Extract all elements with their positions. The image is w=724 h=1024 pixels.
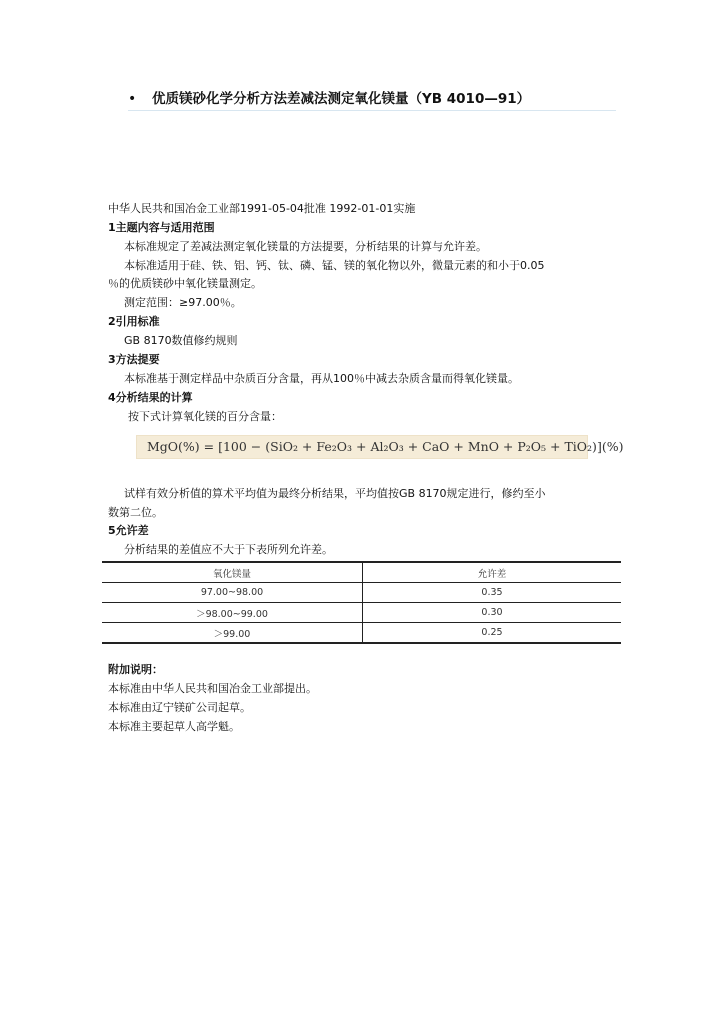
section-1-paragraph-3: 测定范围：≥97.00％。	[124, 296, 242, 309]
approval-line: 中华人民共和国冶金工业部1991-05-04批准 1992-01-01实施	[108, 202, 416, 215]
appendix-heading: 附加说明：	[108, 663, 163, 676]
table-cell: ＞98.00~99.00	[102, 603, 363, 623]
formula-text: MgO(%) = [100 − (SiO₂ + Fe₂O₃ + Al₂O₃ + CaO + MnO + P₂O₅ + TiO₂)](%)	[147, 439, 624, 454]
appendix-line-2: 本标准由辽宁镁矿公司起草。	[108, 701, 251, 714]
section-1-paragraph-2-line-2: ％的优质镁砂中氧化镁量测定。	[108, 277, 262, 290]
section-5-paragraph-1: 分析结果的差值应不大于下表所列允许差。	[124, 543, 333, 556]
table-cell: ＞99.00	[102, 623, 363, 644]
table-row	[102, 603, 621, 623]
table-cell: 97.00~98.00	[102, 583, 363, 603]
page-title: 优质镁砂化学分析方法差减法测定氧化镁量（YB 4010—91）	[152, 91, 531, 107]
section-4-paragraph-2-line-1: 试样有效分析值的算术平均值为最终分析结果，平均值按GB 8170规定进行，修约至小	[124, 487, 546, 500]
formula-image	[136, 435, 624, 459]
section-4-heading: 4分析结果的计算	[108, 391, 193, 404]
section-1-paragraph-1: 本标准规定了差减法测定氧化镁量的方法提要，分析结果的计算与允许差。	[124, 240, 487, 253]
title-row	[128, 88, 616, 111]
section-4-paragraph-1: 按下式计算氧化镁的百分含量：	[128, 410, 282, 423]
tolerance-table	[102, 561, 621, 644]
section-2-heading: 2引用标准	[108, 315, 160, 328]
section-3-heading: 3方法提要	[108, 353, 160, 366]
section-1-paragraph-2-line-1: 本标准适用于硅、铁、铝、钙、钛、磷、锰、镁的氧化物以外，微量元素的和小于0.05	[124, 259, 545, 272]
table-row	[102, 583, 621, 603]
table-header-row	[102, 562, 621, 583]
section-3-paragraph-1: 本标准基于测定样品中杂质百分含量，再从100％中减去杂质含量而得氧化镁量。	[124, 372, 519, 385]
section-2-paragraph-1: GB 8170数值修约规则	[124, 334, 238, 347]
table-header-cell: 允许差	[363, 562, 622, 583]
table-cell: 0.30	[363, 603, 622, 623]
section-1-heading: 1主题内容与适用范围	[108, 221, 215, 234]
appendix-line-3: 本标准主要起草人高学魁。	[108, 720, 240, 733]
section-5-heading: 5允许差	[108, 524, 149, 537]
bullet-icon: •	[128, 91, 137, 107]
appendix-line-1: 本标准由中华人民共和国冶金工业部提出。	[108, 682, 317, 695]
table-row	[102, 623, 621, 644]
table-cell: 0.25	[363, 623, 622, 644]
table-cell: 0.35	[363, 583, 622, 603]
table-header-cell: 氧化镁量	[102, 562, 363, 583]
section-4-paragraph-2-line-2: 数第二位。	[108, 506, 163, 519]
